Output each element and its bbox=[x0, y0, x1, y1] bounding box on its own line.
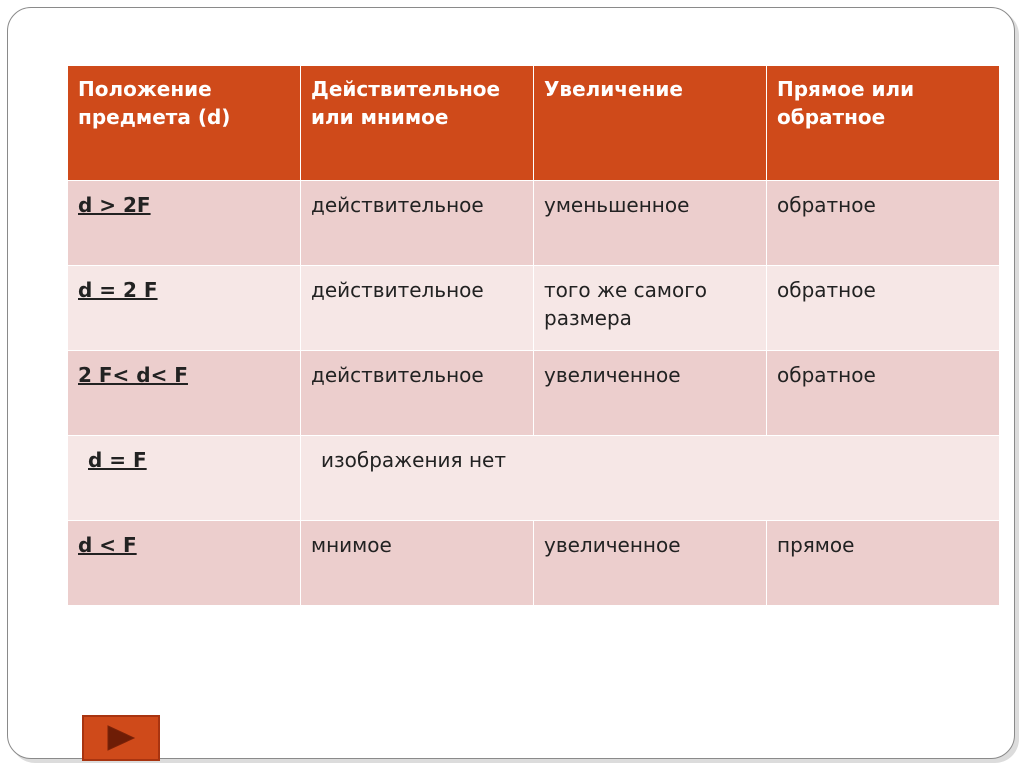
header-position: Положение предмета (d) bbox=[68, 66, 301, 181]
row-type: мнимое bbox=[301, 521, 534, 606]
row-type: действительное bbox=[301, 351, 534, 436]
slide-frame bbox=[7, 7, 1015, 759]
row-orientation: прямое bbox=[767, 521, 1000, 606]
next-slide-button[interactable] bbox=[82, 715, 160, 761]
row-position-link[interactable]: d = 2 F bbox=[68, 266, 301, 351]
row-magnification: уменьшенное bbox=[534, 181, 767, 266]
table-row bbox=[68, 181, 1000, 266]
table-header-row bbox=[68, 66, 1000, 181]
table-row bbox=[68, 436, 1000, 521]
row-position-link[interactable]: d = F bbox=[68, 436, 301, 521]
row-orientation: обратное bbox=[767, 266, 1000, 351]
row-position-link[interactable]: 2 F< d< F bbox=[68, 351, 301, 436]
row-orientation: обратное bbox=[767, 181, 1000, 266]
header-orientation: Прямое или обратное bbox=[767, 66, 1000, 181]
row-orientation: обратное bbox=[767, 351, 1000, 436]
row-magnification: того же самого размера bbox=[534, 266, 767, 351]
row-type: действительное bbox=[301, 266, 534, 351]
table-row bbox=[68, 266, 1000, 351]
row-position-link[interactable]: d > 2F bbox=[68, 181, 301, 266]
row-magnification: увеличенное bbox=[534, 351, 767, 436]
row-merged-note: изображения нет bbox=[321, 448, 506, 472]
table-row bbox=[68, 351, 1000, 436]
row-magnification: увеличенное bbox=[534, 521, 767, 606]
play-triangle-icon bbox=[106, 725, 136, 751]
header-real-or-virtual: Действительное или мнимое bbox=[301, 66, 534, 181]
lens-image-table bbox=[67, 65, 1000, 606]
header-magnification: Увеличение bbox=[534, 66, 767, 181]
row-type: действительное bbox=[301, 181, 534, 266]
table-row bbox=[68, 521, 1000, 606]
row-merged-note-cell bbox=[301, 436, 1000, 521]
row-position-link[interactable]: d < F bbox=[68, 521, 301, 606]
